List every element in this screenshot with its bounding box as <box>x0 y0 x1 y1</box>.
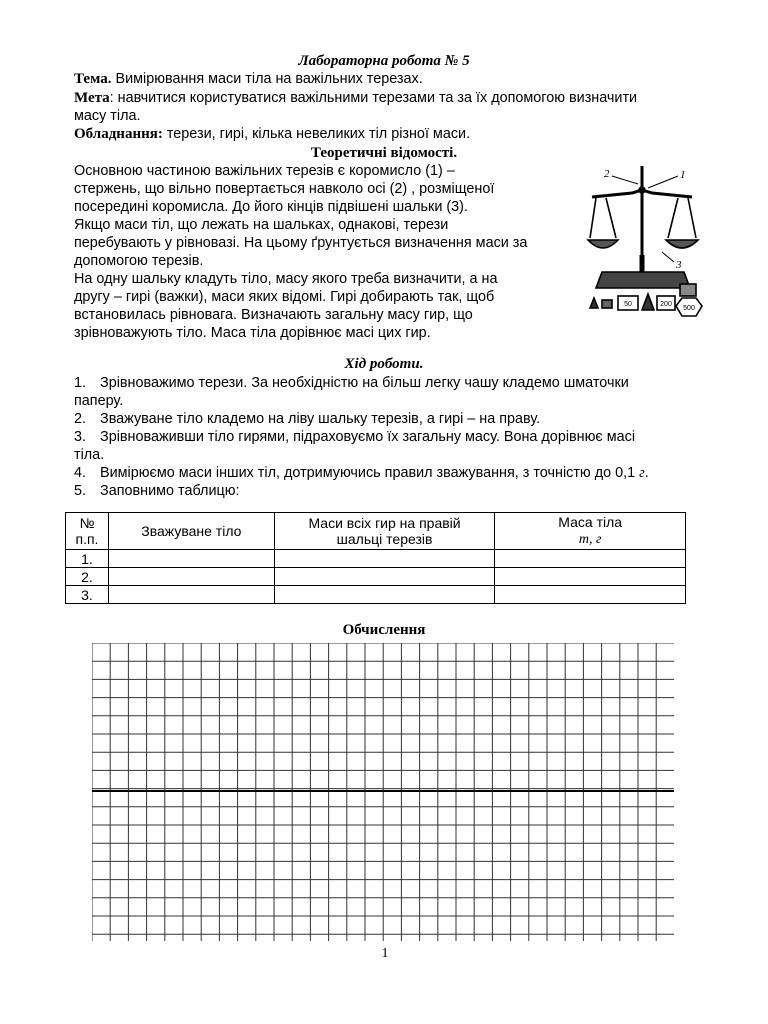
theory-heading: Теоретичні відомості. <box>310 145 458 161</box>
page-number: 1 <box>381 946 389 961</box>
weight-label: 50 <box>624 301 632 308</box>
cell-mass[interactable] <box>495 550 686 568</box>
cell-mass[interactable] <box>495 568 686 586</box>
theory-line: Якщо маси тіл, що лежать на шальках, однакові, терези <box>74 217 449 233</box>
procedure-step-continued: паперу. <box>74 393 124 409</box>
table-row <box>66 550 686 568</box>
theory-line: стержень, що вільно повертається навколо осі (2) , розміщеної <box>74 181 495 197</box>
goal-text: : навчитися користуватися важільними терезами та за їх допомогою визначити <box>109 90 638 106</box>
weight-label: 200 <box>660 301 672 308</box>
header-mass: Маса тіла m, г <box>495 513 686 550</box>
theory-line: допомогою терезів. <box>74 253 204 269</box>
table-row <box>66 568 686 586</box>
page-title: Лабораторна робота № 5 <box>298 53 470 69</box>
results-table <box>65 512 686 604</box>
label-beam: 1 <box>680 169 686 181</box>
cell-body[interactable] <box>108 550 274 568</box>
calculation-grid[interactable] <box>92 643 674 941</box>
topic-line <box>74 70 704 88</box>
weight-label: 500 <box>683 305 695 312</box>
cell-number: 1. <box>66 550 109 568</box>
procedure-step: 4. Вимірюємо маси інших тіл, дотримуючись правил зважування, з точністю до 0,1 г. <box>74 465 649 481</box>
calculations-heading: Обчислення <box>342 622 426 638</box>
cell-body[interactable] <box>108 586 274 604</box>
procedure-step: 1. Зрівноважимо терези. За необхідністю на більш легку чашу кладемо шматочки <box>74 375 629 391</box>
procedure-heading: Хід роботи. <box>344 356 424 372</box>
goal-text-continued: масу тіла. <box>74 108 141 124</box>
procedure-step: 2. Зважуване тіло кладемо на ліву шальку терезів, а гирі – на праву. <box>74 411 541 427</box>
cell-body[interactable] <box>108 568 274 586</box>
theory-line: перебувають у рівновазі. На цьому ґрунтується визначення маси за <box>74 235 528 251</box>
theory-line: встановилась рівновага. Визначають загальну масу гир, що <box>74 307 473 323</box>
theory-line: другу – гирі (важки), маси яких відомі. Гирі добирають так, щоб <box>74 289 495 305</box>
cell-weights[interactable] <box>274 586 495 604</box>
table-row <box>66 586 686 604</box>
procedure-step: 5. Заповнимо таблицю: <box>74 483 240 499</box>
cell-number: 2. <box>66 568 109 586</box>
procedure-step-continued: тіла. <box>74 447 105 463</box>
table-header-row <box>66 513 686 550</box>
equipment-label: Обладнання: <box>74 126 163 142</box>
equipment-line <box>74 125 704 143</box>
cell-number: 3. <box>66 586 109 604</box>
cell-mass[interactable] <box>495 586 686 604</box>
theory-line: зрівноважують тіло. Маса тіла дорівнює масі цих гир. <box>74 325 431 341</box>
goal-line <box>74 89 704 107</box>
topic-label: Тема. <box>74 71 112 87</box>
cell-weights[interactable] <box>274 550 495 568</box>
theory-line: посередині коромисла. До його кінців підвішені шальки (3). <box>74 199 468 215</box>
header-number: № п.п. <box>66 513 109 550</box>
procedure-step: 3. Зрівноваживши тіло гирями, підраховуємо їх загальну масу. Вона дорівнює масі <box>74 429 636 445</box>
label-axis: 2 <box>604 168 610 180</box>
equipment-text: терези, гирі, кілька невеликих тіл різної маси. <box>162 126 471 142</box>
theory-line: Основною частиною важільних терезів є коромисло (1) – <box>74 163 455 179</box>
goal-label: Мета <box>74 90 110 106</box>
cell-weights[interactable] <box>274 568 495 586</box>
label-pans: 3 <box>676 259 682 271</box>
topic-text: Вимірювання маси тіла на важільних терезах. <box>111 71 423 87</box>
header-weights: Маси всіх гир на правій шальці терезів <box>274 513 495 550</box>
theory-line: На одну шальку кладуть тіло, масу якого треба визначити, а на <box>74 271 498 287</box>
balance-scale-illustration <box>582 160 712 325</box>
header-body: Зважуване тіло <box>108 513 274 550</box>
